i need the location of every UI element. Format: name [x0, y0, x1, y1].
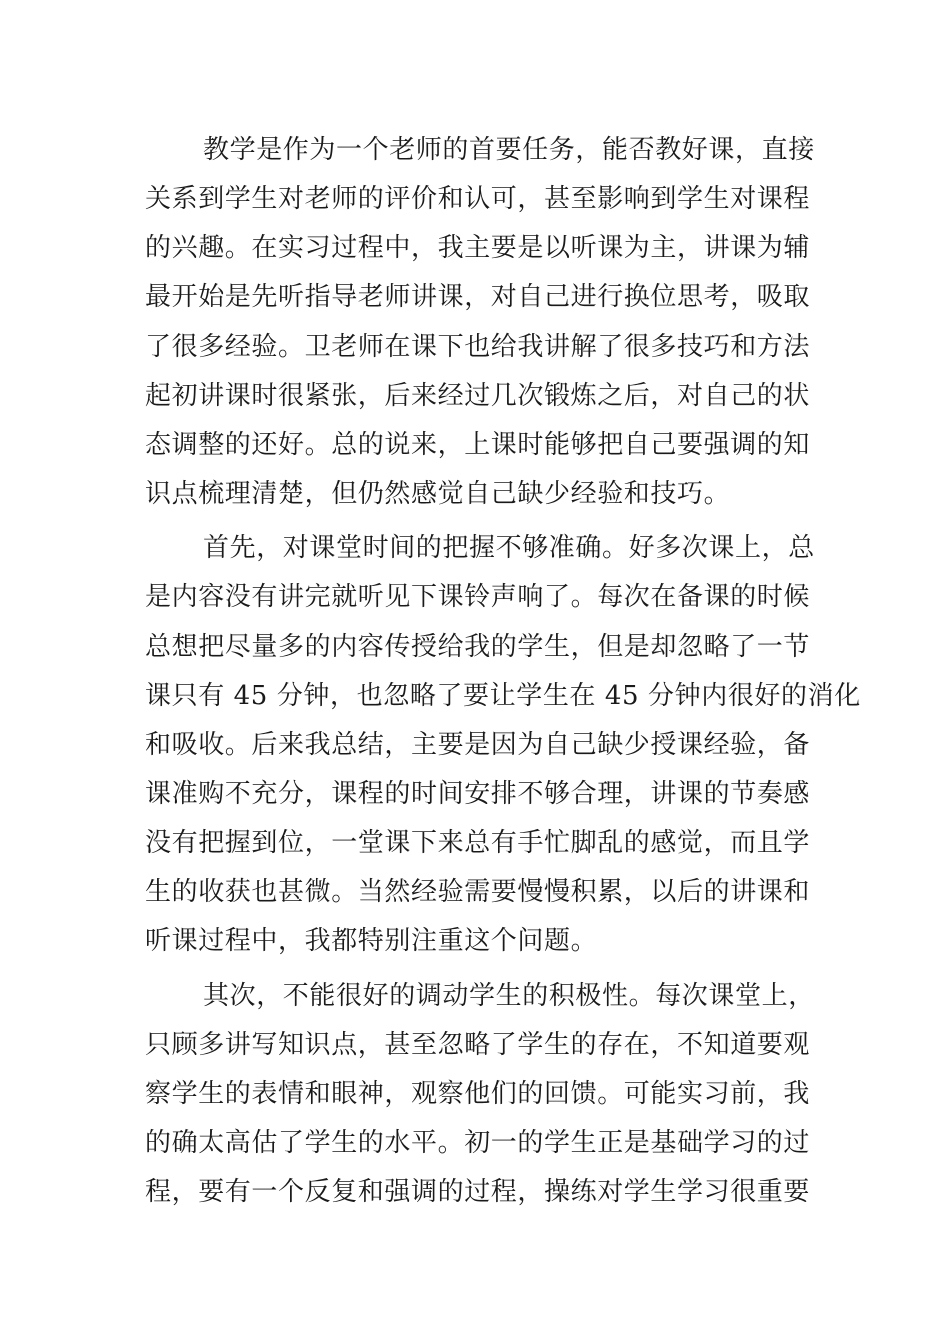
paragraph-3-line-4: 的确太高估了学生的水平。初一的学生正是基础学习的过	[145, 1128, 811, 1158]
paragraph-1-line-5: 了很多经验。卫老师在课下也给我讲解了很多技巧和方法	[145, 332, 811, 362]
paragraph-2-line-3: 总想把尽量多的内容传授给我的学生，但是却忽略了一节	[145, 632, 811, 662]
paragraph-2-line-6: 课准购不充分，课程的时间安排不够合理，讲课的节奏感	[145, 779, 811, 809]
paragraph-1-line-3: 的兴趣。在实习过程中，我主要是以听课为主，讲课为辅	[145, 233, 811, 263]
paragraph-2-line-1: 首先，对课堂时间的把握不够准确。好多次课上，总	[203, 533, 815, 563]
paragraph-3-line-1: 其次，不能很好的调动学生的积极性。每次课堂上，	[203, 981, 815, 1011]
paragraph-3-line-3: 察学生的表情和眼神，观察他们的回馈。可能实习前，我	[145, 1079, 811, 1109]
paragraph-1-line-6: 起初讲课时很紧张，后来经过几次锻炼之后，对自己的状	[145, 381, 811, 411]
paragraph-2-line-4: 课只有 45 分钟，也忽略了要让学生在 45 分钟内很好的消化	[145, 681, 861, 711]
paragraph-2-line-2: 是内容没有讲完就听见下课铃声响了。每次在备课的时候	[145, 582, 811, 612]
paragraph-3-line-5: 程，要有一个反复和强调的过程，操练对学生学习很重要	[145, 1177, 811, 1207]
paragraph-2-line-9: 听课过程中，我都特别注重这个问题。	[145, 926, 598, 956]
paragraph-1-line-2: 关系到学生对老师的评价和认可，甚至影响到学生对课程	[145, 184, 811, 214]
paragraph-3-line-2: 只顾多讲写知识点，甚至忽略了学生的存在，不知道要观	[145, 1030, 811, 1060]
paragraph-1-line-1: 教学是作为一个老师的首要任务，能否教好课，直接	[203, 135, 815, 165]
paragraph-2-line-8: 生的收获也甚微。当然经验需要慢慢积累，以后的讲课和	[145, 877, 811, 907]
paragraph-2-line-7: 没有把握到位，一堂课下来总有手忙脚乱的感觉，而且学	[145, 828, 811, 858]
paragraph-1-line-7: 态调整的还好。总的说来，上课时能够把自己要强调的知	[145, 430, 811, 460]
paragraph-1-line-8: 识点梳理清楚，但仍然感觉自己缺少经验和技巧。	[145, 479, 731, 509]
paragraph-2-line-5: 和吸收。后来我总结，主要是因为自己缺少授课经验，备	[145, 730, 811, 760]
paragraph-1-line-4: 最开始是先听指导老师讲课，对自己进行换位思考，吸取	[145, 282, 811, 312]
